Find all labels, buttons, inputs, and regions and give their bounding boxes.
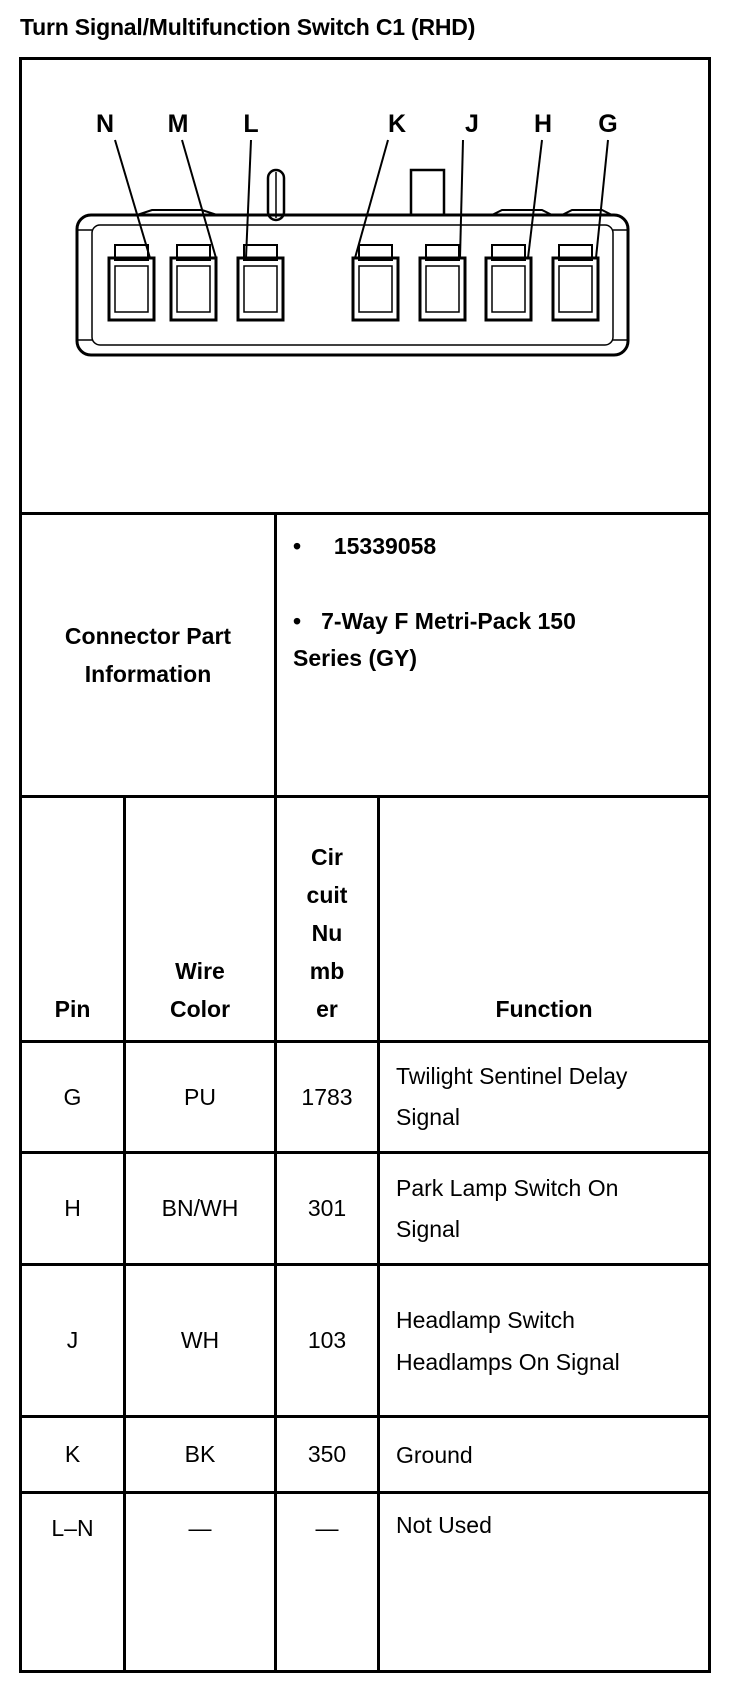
column-header-circuit-number: Cir cuit Nu mb er	[306, 844, 348, 1022]
pin-label-k: K	[387, 110, 407, 138]
pin-label-g: G	[598, 110, 618, 138]
table-cell-function: Ground	[396, 1441, 473, 1468]
terminal-m	[171, 245, 216, 320]
terminal-g	[553, 245, 598, 320]
pin-label-l: L	[243, 110, 259, 138]
pin-label-j: J	[465, 110, 479, 138]
table-cell-pin: G	[63, 1083, 82, 1110]
terminal-j	[420, 245, 465, 320]
table-cell-wire-color: PU	[184, 1083, 216, 1110]
column-header-function: Function	[495, 996, 593, 1022]
table-cell-circuit: 350	[307, 1441, 347, 1467]
table-cell-wire-color: BN/WH	[161, 1195, 239, 1221]
connector-key	[411, 170, 444, 215]
pin-label-h: H	[533, 110, 553, 138]
table-cell-circuit: —	[315, 1514, 339, 1541]
table-cell-function: Twilight Sentinel Delay Signal	[396, 1063, 628, 1130]
terminal-h	[486, 245, 531, 320]
pin-label-m: M	[167, 110, 189, 138]
table-cell-circuit: 1783	[301, 1083, 353, 1110]
page-title: Turn Signal/Multifunction Switch C1 (RHD)	[20, 14, 476, 40]
table-cell-pin: K	[64, 1441, 81, 1467]
table-cell-pin: J	[66, 1327, 79, 1353]
table-cell-wire-color: —	[188, 1514, 212, 1541]
connector-description: 7-Way F Metri-Pack 150 Series (GY)	[293, 608, 576, 671]
connector-part-info-label: Connector Part Information	[64, 623, 232, 687]
bullet: •	[293, 533, 302, 559]
table-cell-circuit: 103	[307, 1327, 347, 1353]
table-cell-pin: L–N	[51, 1514, 94, 1541]
connector-diagram	[22, 60, 708, 555]
pin-label-n: N	[95, 110, 115, 138]
table-cell-function: Not Used	[396, 1512, 492, 1538]
column-header-wire-color: Wire Color	[169, 958, 231, 1022]
table-cell-wire-color: WH	[180, 1327, 220, 1353]
part-number: 15339058	[333, 533, 437, 559]
table-cell-function: Park Lamp Switch On Signal	[396, 1174, 619, 1242]
terminal-l	[238, 245, 283, 320]
table-cell-function: Headlamp Switch Headlamps On Signal	[396, 1306, 620, 1375]
connector-part-details	[277, 515, 708, 795]
table-cell-pin: H	[64, 1195, 81, 1221]
connector-table	[19, 57, 711, 1673]
table-cell-wire-color: BK	[184, 1441, 216, 1467]
bullet: •	[293, 608, 302, 634]
terminal-n	[109, 245, 154, 320]
terminal-k	[353, 245, 398, 320]
table-cell-circuit: 301	[307, 1195, 347, 1221]
column-header-pin: Pin	[54, 996, 91, 1022]
